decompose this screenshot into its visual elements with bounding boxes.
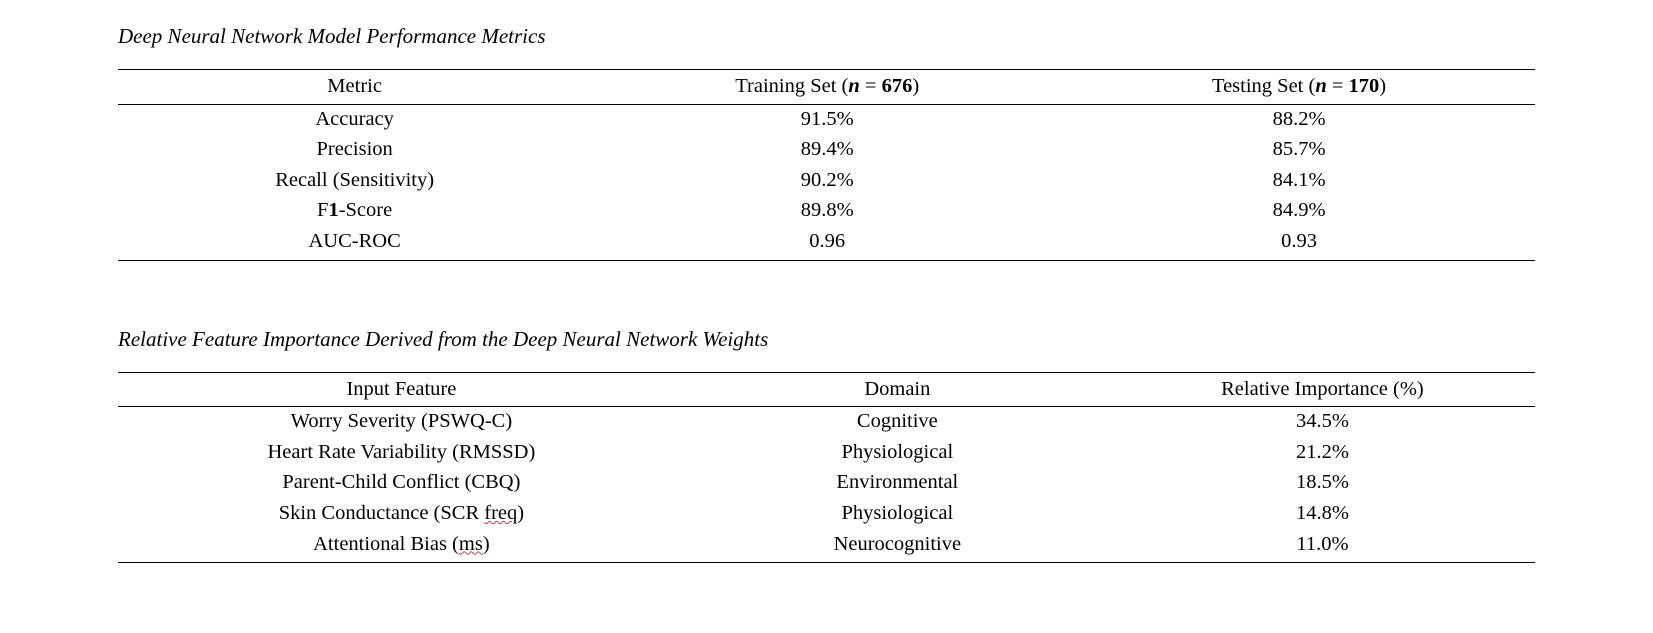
table1-col-testing: [1063, 70, 1535, 105]
table1-block: [0, 0, 1653, 261]
metric-testing-value: 84.9%: [1272, 199, 1326, 222]
table-row: [118, 166, 1535, 197]
table-row: [118, 468, 1535, 499]
table1-col-training-n: n: [848, 75, 860, 98]
feature-importance: 14.8%: [1295, 502, 1349, 524]
metric-testing-value: 85.7%: [1272, 138, 1326, 161]
feature-importance: 21.2%: [1295, 440, 1349, 463]
table1-header-row: [118, 70, 1535, 105]
metric-testing-value: 88.2%: [1272, 107, 1326, 130]
metric-testing-value: 84.1%: [1272, 168, 1326, 191]
table-row: [118, 196, 1535, 227]
metric-name: AUC-ROC: [118, 227, 591, 260]
table1-col-testing-suffix: ): [1379, 75, 1387, 98]
feature-importance: 11.0%: [1110, 530, 1535, 563]
metric-name-pre: F: [317, 199, 329, 222]
table1-col-training-prefix: Training Set (: [735, 75, 849, 98]
metric-training-value: 90.2%: [800, 168, 854, 191]
feature-name: [118, 530, 685, 563]
table1-col-testing-eq: =: [1326, 75, 1349, 98]
table1-col-metric: Metric: [118, 70, 591, 105]
feature-importance: 18.5%: [1295, 471, 1349, 494]
metric-name-post: -Score: [338, 199, 393, 222]
table1-col-training-value: 676: [881, 75, 913, 98]
metric-name: Accuracy: [315, 107, 394, 130]
feature-name-pre: Attentional Bias (: [313, 532, 459, 555]
table2-caption: Relative Feature Importance Derived from the Deep Neural Network Weights: [118, 326, 769, 351]
feature-name-post: ): [482, 532, 490, 555]
table-row: [118, 135, 1535, 166]
metric-training-value: 0.96: [591, 227, 1063, 260]
table2-col-feature: Input Feature: [118, 372, 685, 407]
table2-block: [0, 261, 1653, 564]
feature-name-misspelled: freq: [484, 502, 518, 524]
table1-col-training: [591, 70, 1063, 105]
feature-name: [118, 499, 685, 530]
table-row: [118, 407, 1535, 438]
metric-training-value: 91.5%: [800, 107, 854, 130]
table-row: [118, 438, 1535, 469]
table-row: [118, 104, 1535, 135]
table1-col-testing-prefix: Testing Set (: [1211, 75, 1316, 98]
table2-col-domain: Domain: [685, 372, 1110, 407]
feature-importance: 34.5%: [1295, 410, 1349, 433]
table-row: [118, 227, 1535, 260]
table-row: [118, 499, 1535, 530]
feature-domain: Environmental: [836, 471, 959, 494]
feature-domain: Physiological: [841, 502, 954, 524]
table-row: [118, 530, 1535, 563]
metric-name: [118, 196, 591, 227]
feature-domain: Physiological: [841, 440, 954, 463]
table1-caption: Deep Neural Network Model Performance Metrics: [118, 24, 546, 48]
metric-training-value: 89.8%: [800, 199, 854, 222]
table1-col-testing-value: 170: [1348, 75, 1380, 98]
table1-col-training-eq: =: [859, 75, 882, 98]
table1-col-testing-n: n: [1315, 75, 1327, 98]
performance-metrics-table: [118, 69, 1535, 260]
metric-name-numeral: 1: [328, 199, 339, 222]
feature-name: Parent-Child Conflict (CBQ): [282, 471, 521, 494]
feature-domain: Cognitive: [856, 410, 938, 433]
feature-name-misspelled: ms: [458, 532, 483, 555]
metric-training-value: 89.4%: [800, 138, 854, 161]
metric-testing-value: 0.93: [1063, 227, 1535, 260]
metric-name: Precision: [316, 138, 393, 161]
metric-name: Recall (Sensitivity): [275, 168, 435, 191]
feature-name-post: ): [517, 502, 525, 524]
table2-col-importance: Relative Importance (%): [1110, 372, 1535, 407]
table1-col-training-suffix: ): [912, 75, 920, 98]
feature-name-pre: Skin Conductance (SCR: [278, 502, 485, 524]
feature-domain: Neurocognitive: [685, 530, 1110, 563]
feature-importance-table: [118, 372, 1535, 563]
feature-name: Heart Rate Variability (RMSSD): [267, 440, 536, 463]
feature-name: Worry Severity (PSWQ-C): [290, 410, 513, 433]
table2-header-row: [118, 372, 1535, 407]
